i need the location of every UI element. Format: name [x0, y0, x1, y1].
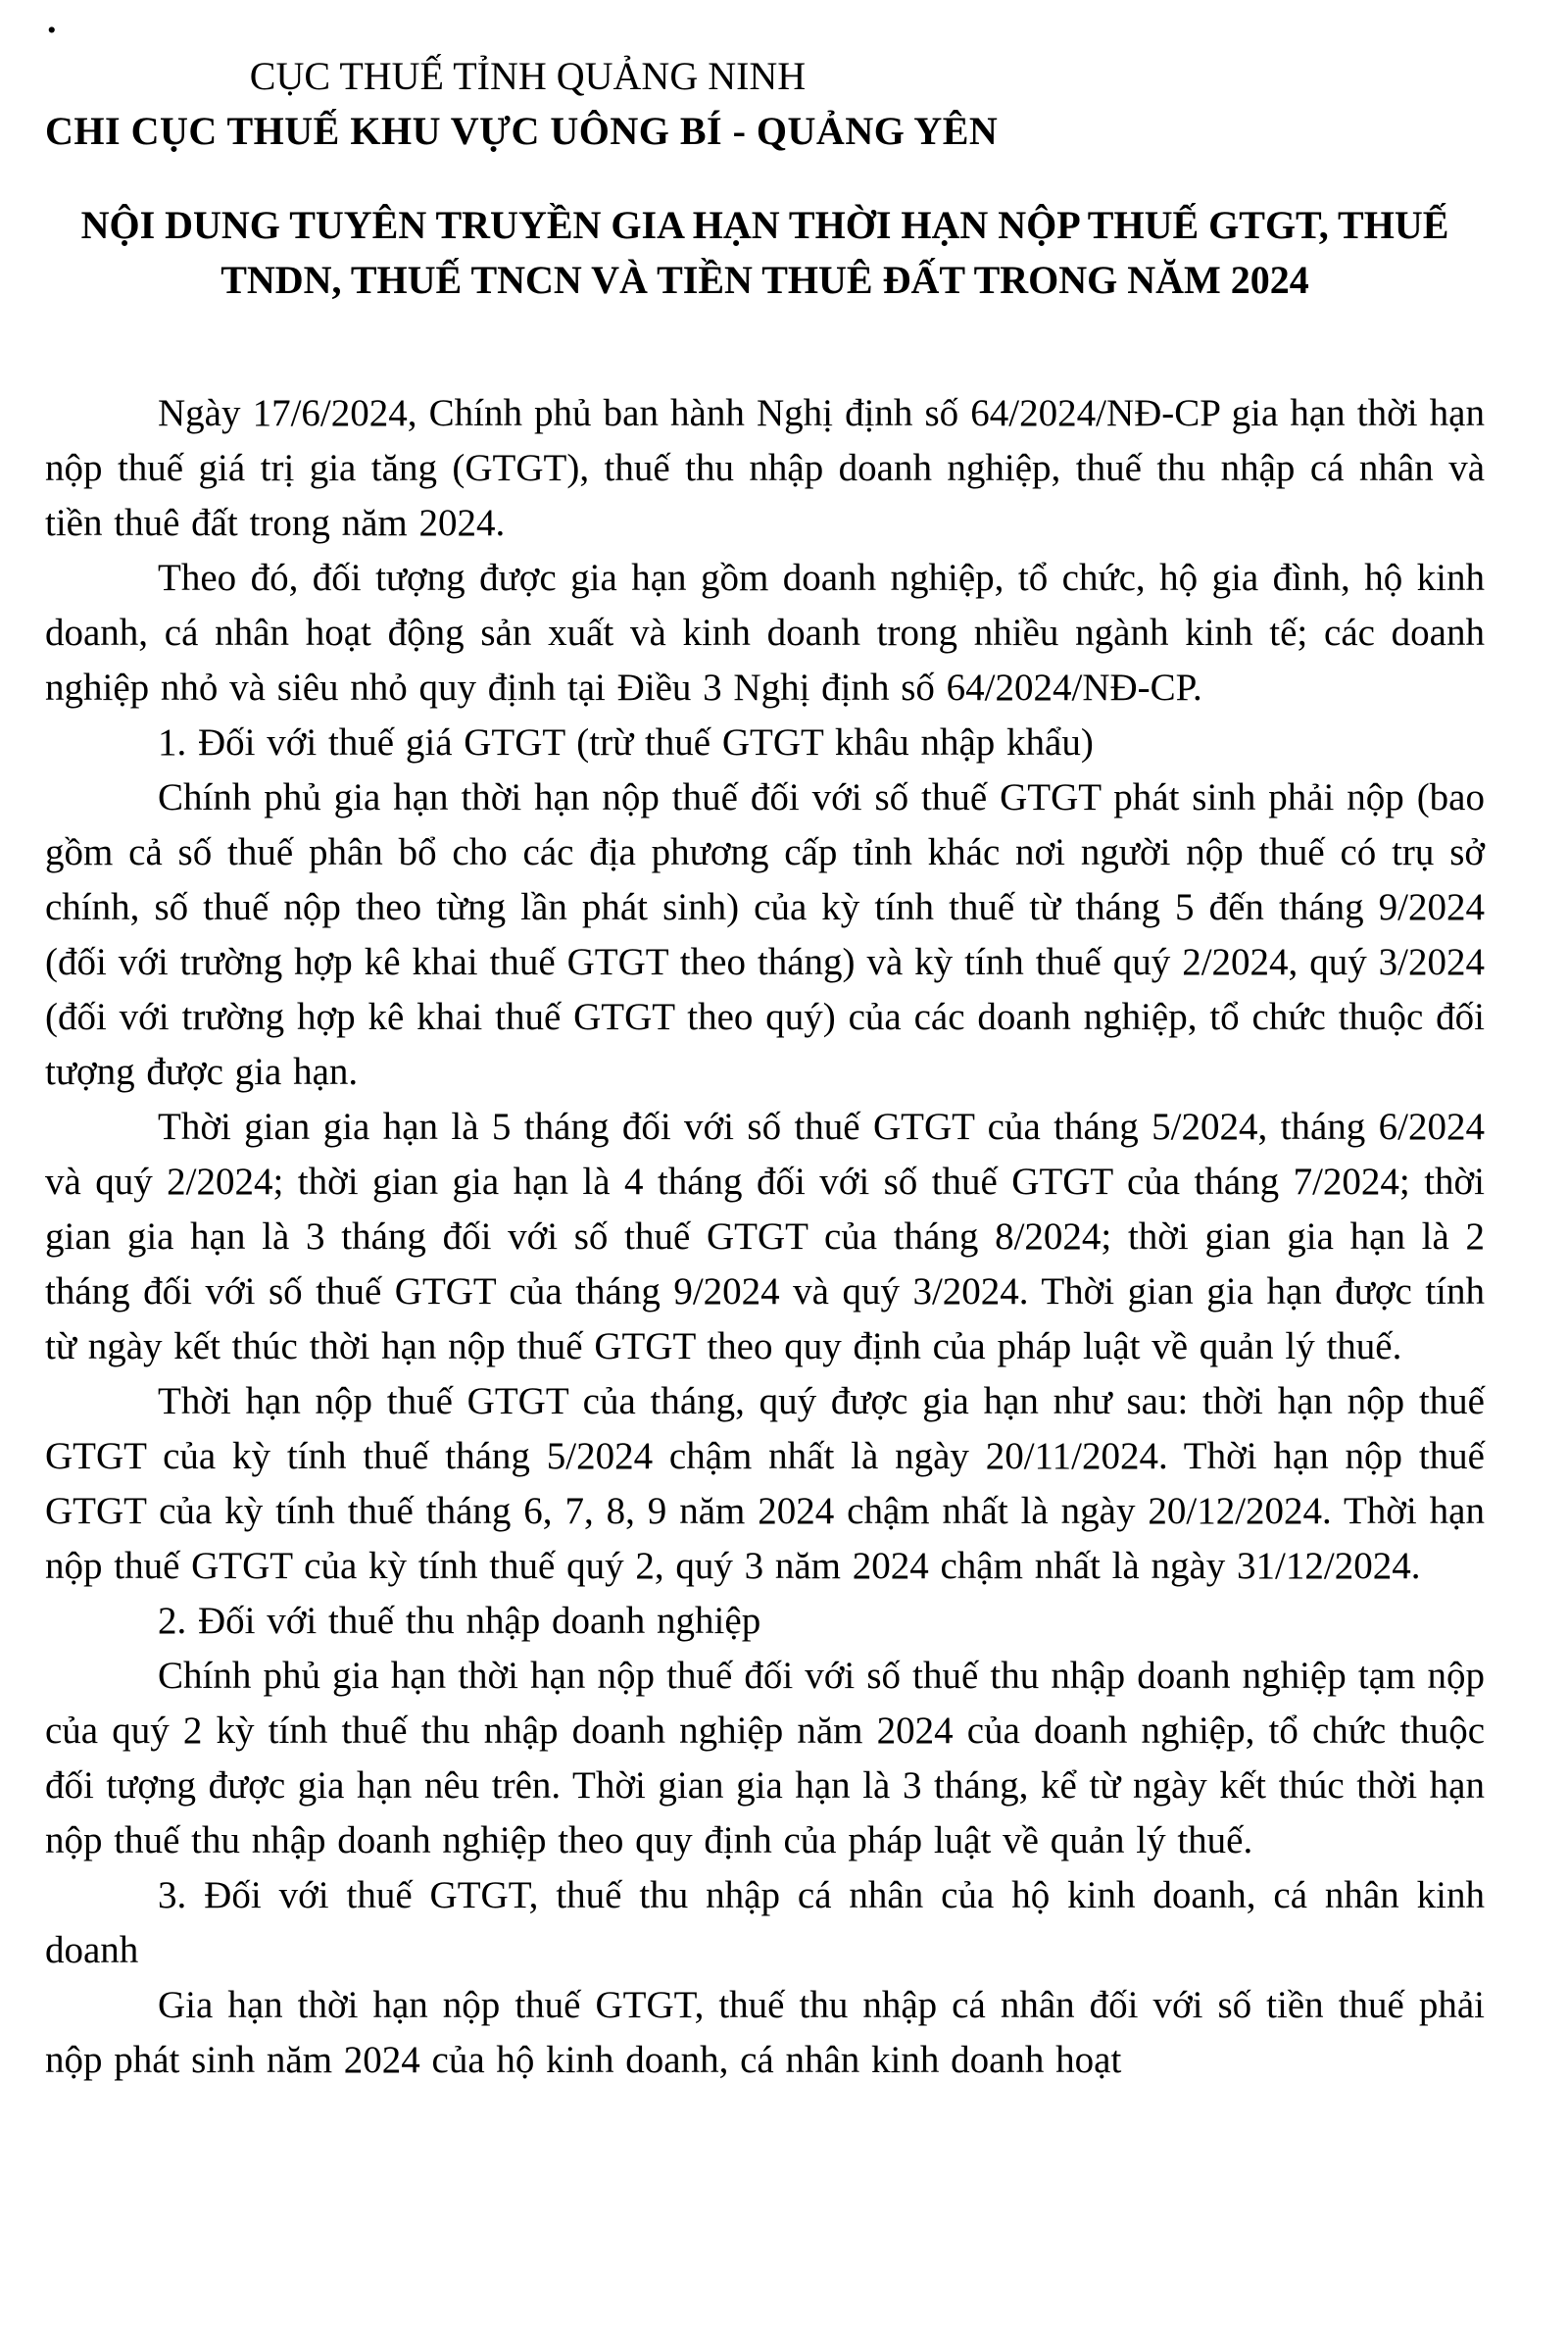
paragraph: Theo đó, đối tượng được gia hạn gồm doanh nghiệp, tổ chức, hộ gia đình, hộ kinh doanh, cá nhân hoạt động sản xuất và kinh doanh trong nhiều ngành kinh tế; các doanh nghiệp nhỏ và siêu nhỏ quy định tại Điều 3 Nghị định số 64/2024/NĐ-CP.	[45, 557, 1485, 709]
section-heading: 1. Đối với thuế giá GTGT (trừ thuế GTGT khâu nhập khẩu)	[158, 721, 1094, 764]
section-heading: 3. Đối với thuế GTGT, thuế thu nhập cá nhân của hộ kinh doanh, cá nhân kinh doanh	[45, 1874, 1485, 1971]
paragraph: Chính phủ gia hạn thời hạn nộp thuế đối với số thuế thu nhập doanh nghiệp tạm nộp của quý 2 kỳ tính thuế thu nhập doanh nghiệp năm 2024 của doanh nghiệp, tổ chức thuộc đối tượng được gia hạn nêu trên. Thời gian gia hạn là 3 tháng, kể từ ngày kết thúc thời hạn nộp thuế thu nhập doanh nghiệp theo quy định của pháp luật về quản lý thuế.	[45, 1655, 1485, 1861]
issuing-authority-header	[45, 49, 1010, 159]
paragraph: Thời gian gia hạn là 5 tháng đối với số thuế GTGT của tháng 5/2024, tháng 6/2024 và quý 2/2024; thời gian gia hạn là 4 tháng đối với số thuế GTGT của tháng 7/2024; thời gian gia hạn là 3 tháng đối với số thuế GTGT của tháng 8/2024; thời gian gia hạn là 2 tháng đối với số thuế GTGT của tháng 9/2024 và quý 3/2024. Thời gian gia hạn được tính từ ngày kết thúc thời hạn nộp thuế GTGT theo quy định của pháp luật về quản lý thuế.	[45, 1106, 1485, 1367]
document-title-line-1: NỘI DUNG TUYÊN TRUYỀN GIA HẠN THỜI HẠN NỘP THUẾ GTGT, THUẾ	[80, 203, 1449, 247]
paragraph: Thời hạn nộp thuế GTGT của tháng, quý được gia hạn như sau: thời hạn nộp thuế GTGT của kỳ tính thuế tháng 5/2024 chậm nhất là ngày 20/11/2024. Thời hạn nộp thuế GTGT của kỳ tính thuế tháng 6, 7, 8, 9 năm 2024 chậm nhất là ngày 20/12/2024. Thời hạn nộp thuế GTGT của kỳ tính thuế quý 2, quý 3 năm 2024 chậm nhất là ngày 31/12/2024.	[45, 1380, 1485, 1587]
paragraph: Ngày 17/6/2024, Chính phủ ban hành Nghị định số 64/2024/NĐ-CP gia hạn thời hạn nộp thuế giá trị gia tăng (GTGT), thuế thu nhập doanh nghiệp, thuế thu nhập cá nhân và tiền thuê đất trong năm 2024.	[45, 392, 1485, 544]
document-title	[45, 198, 1485, 308]
paragraph: Chính phủ gia hạn thời hạn nộp thuế đối với số thuế GTGT phát sinh phải nộp (bao gồm cả số thuế phân bổ cho các địa phương cấp tỉnh khác nơi người nộp thuế có trụ sở chính, số thuế nộp theo từng lần phát sinh) của kỳ tính thuế từ tháng 5 đến tháng 9/2024 (đối với trường hợp kê khai thuế GTGT theo tháng) và kỳ tính thuế quý 2/2024, quý 3/2024 (đối với trường hợp kê khai thuế GTGT theo quý) của các doanh nghiệp, tổ chức thuộc đối tượng được gia hạn.	[45, 776, 1485, 1093]
paragraph: Gia hạn thời hạn nộp thuế GTGT, thuế thu nhập cá nhân đối với số tiền thuế phải nộp phát sinh năm 2024 của hộ kinh doanh, cá nhân kinh doanh hoạt	[45, 1984, 1485, 2081]
document-body	[45, 386, 1485, 2088]
parent-authority-name: CỤC THUẾ TỈNH QUẢNG NINH	[249, 54, 807, 98]
document-title-line-2: TNDN, THUẾ TNCN VÀ TIỀN THUÊ ĐẤT TRONG NĂM 2024	[220, 258, 1309, 302]
section-heading: 2. Đối với thuế thu nhập doanh nghiệp	[158, 1600, 761, 1642]
issuing-authority-name: CHI CỤC THUẾ KHU VỰC UÔNG BÍ - QUẢNG YÊN	[45, 109, 999, 153]
stray-dot-mark: .	[47, 0, 57, 41]
